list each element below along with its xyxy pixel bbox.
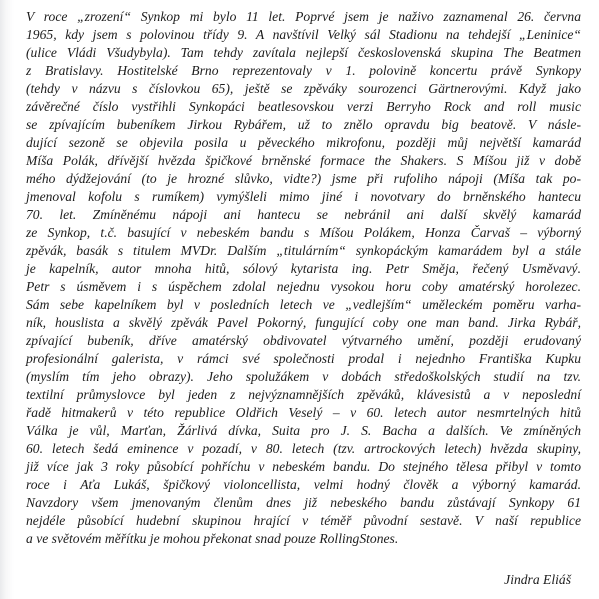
text-line: Navzdory všem jmenovaným členům dnes již nebeského bandu zůstávají Synkopy 61	[26, 495, 581, 510]
text-line: zpěvák, basák s titulem MVDr. Dalším „titulárním“ synkopáckým kamarádem byl a stále	[26, 243, 581, 258]
text-line: 60. letech šedá eminence v pozadí, v 80. letech (tzv. artrockových letech) hvězda skupiny,	[26, 441, 581, 456]
text-line: nejdéle působící hudební skupinou hrající v téměř původní sestavě. V naší republice	[26, 513, 581, 528]
text-line: (ulice Vládi Všudybyla). Tam tehdy zavítala nejlepší československá skupina The Beatmen	[26, 45, 581, 60]
text-line: Míša Polák, dřívější hvězda špičkové brněnské formace the Shakers. S Míšou již v době	[26, 153, 581, 168]
text-line: se zpívajícím bubeníkem Jirkou Rybářem, už to znělo opravdu big beatově. V násle-	[26, 117, 581, 132]
text-line: zpívající bubeník, dříve amatérský obdivovatel výtvarného umění, později erudovaný	[26, 333, 581, 348]
text-line: profesionální galerista, v rámci své společnosti prodal i nejednho Františka Kupku	[26, 351, 581, 366]
text-line: 1965, kdy jsem s polovinou třídy 9. A navštívil Velký sál Stadionu na tehdejší „Leninice“	[26, 27, 581, 42]
text-line: textilní průmyslovce byl jeden z nejvýznamnějších zpěváků, klávesistů a v neposlední	[26, 387, 581, 402]
text-line: jmenoval kofolu s rumíkem) vymýšleli mimo jiné i novotvary do brněnského hantecu	[26, 189, 581, 204]
text-line: (myslím tím jeho obrazy). Jeho spolužákem v dobách středoškolských studií na tzv.	[26, 369, 581, 384]
text-line: již více jak 3 roky působící pohříchu v nebeském bandu. Do stejného tělesa přibyl v tomto	[26, 459, 581, 474]
author-signature: Jindra Eliáš	[504, 572, 571, 587]
text-line: mého dýdžejování (to je hrozné slůvko, vidte?) jsme při rufoliho nápoji (Míša tak po-	[26, 171, 581, 186]
text-line: Válka je vůl, Marťan, Žárlivá dívka, Suita pro J. S. Bacha a dalších. Ve zmíněných	[26, 423, 581, 438]
text-line: V roce „zrození“ Synkop mi bylo 11 let. Poprvé jsem je naživo zaznamenal 26. června	[26, 9, 581, 24]
text-line: Petr s úsměvem i s úspěchem zdolal nejednu vysokou horu coby amatérský horolezec.	[26, 279, 581, 294]
text-line: řadě hitmakerů v této republice Oldřich Veselý – v 60. letech autor nesmrtelných hitů	[26, 405, 581, 420]
text-line: závěrečné číslo vystřihli Synkopáci beatlesovskou verzi Berryho Rock and roll music	[26, 99, 581, 114]
text-line: (tehdy v názvu s číslovkou 65), ještě se zpěváky sourozenci Gärtnerovými. Když jako	[26, 81, 581, 96]
text-line: ze Synkop, t.č. basující v nebeském bandu s Míšou Polákem, Honza Čarvaš – výborný	[26, 225, 581, 240]
text-line: z Bratislavy. Hostitelské Brno reprezentovaly v 1. polovině koncertu právě Synkopy	[26, 63, 581, 78]
text-line: Sám sebe kapelníkem byl v posledních letech ve „vedlejším“ uměleckém poměru varha-	[26, 297, 581, 312]
article-body	[26, 8, 581, 548]
text-line: roce i Aťa Lukáš, špičkový violoncellista, velmi hodný člověk a výborný kamarád.	[26, 477, 581, 492]
text-line: 70. let. Zmíněnému nápoji ani hantecu se nebránil ani další skvělý kamarád	[26, 207, 581, 222]
text-line: a ve světovém měřítku je mohou překonat snad pouze RollingStones.	[26, 531, 399, 546]
text-line: dující sezoně se objevila posila u pěveckého mikrofonu, později můj největší kamarád	[26, 135, 581, 150]
text-line: je kapelník, autor mnoha hitů, sólový kytarista ing. Petr Směja, řečený Usměvavý.	[26, 261, 581, 276]
text-line: ník, houslista a skvělý zpěvák Pavel Pokorný, fungující coby one man band. Jirka Rybář,	[26, 315, 581, 330]
